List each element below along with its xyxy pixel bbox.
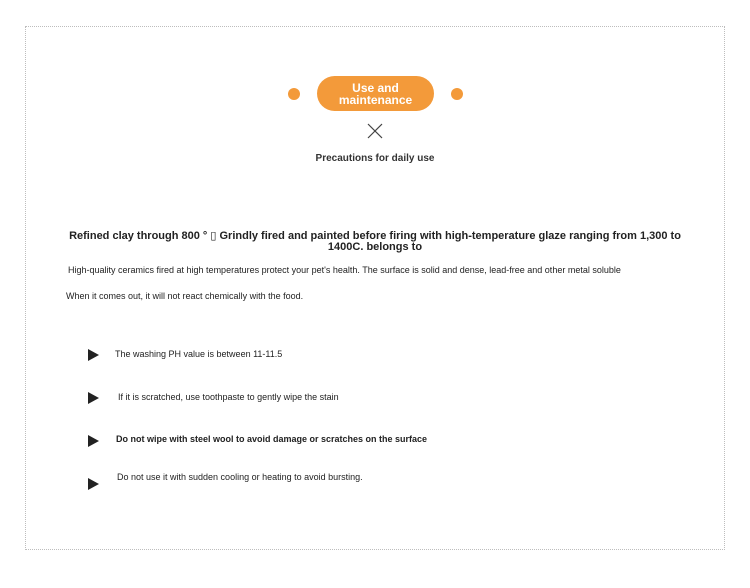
paragraph-1: High-quality ceramics fired at high temperatures protect your pet's health. The surface is solid and dense, lead-free and other metal soluble [68,265,621,275]
play-arrow-icon [88,478,99,490]
tip-item [0,431,750,461]
paragraph-2: When it comes out, it will not react chemically with the food. [66,291,304,301]
left-dot-decoration [288,88,300,100]
tip-text: If it is scratched, use toothpaste to gently wipe the stain [118,392,339,402]
play-arrow-icon [88,435,99,447]
section-subtitle: Precautions for daily use [315,153,435,164]
section-header [0,76,750,112]
tip-item [0,345,750,375]
play-arrow-icon [88,349,99,361]
section-badge-label: Use and maintenance [338,80,413,107]
tip-item [0,388,750,418]
headline-text: Refined clay through 800 ° ▯ Grindly fired and painted before firing with high-temperature glaze ranging from 1,300 to 1400C. belongs to [69,230,681,253]
play-arrow-icon [88,392,99,404]
cross-icon [366,122,384,140]
right-dot-decoration [451,88,463,100]
section-badge [317,76,434,111]
tip-item [0,472,750,502]
tip-text: Do not wipe with steel wool to avoid damage or scratches on the surface [116,434,428,444]
tip-text: Do not use it with sudden cooling or heating to avoid bursting. [117,472,363,482]
tip-text: The washing PH value is between 11-11.5 [115,349,283,359]
